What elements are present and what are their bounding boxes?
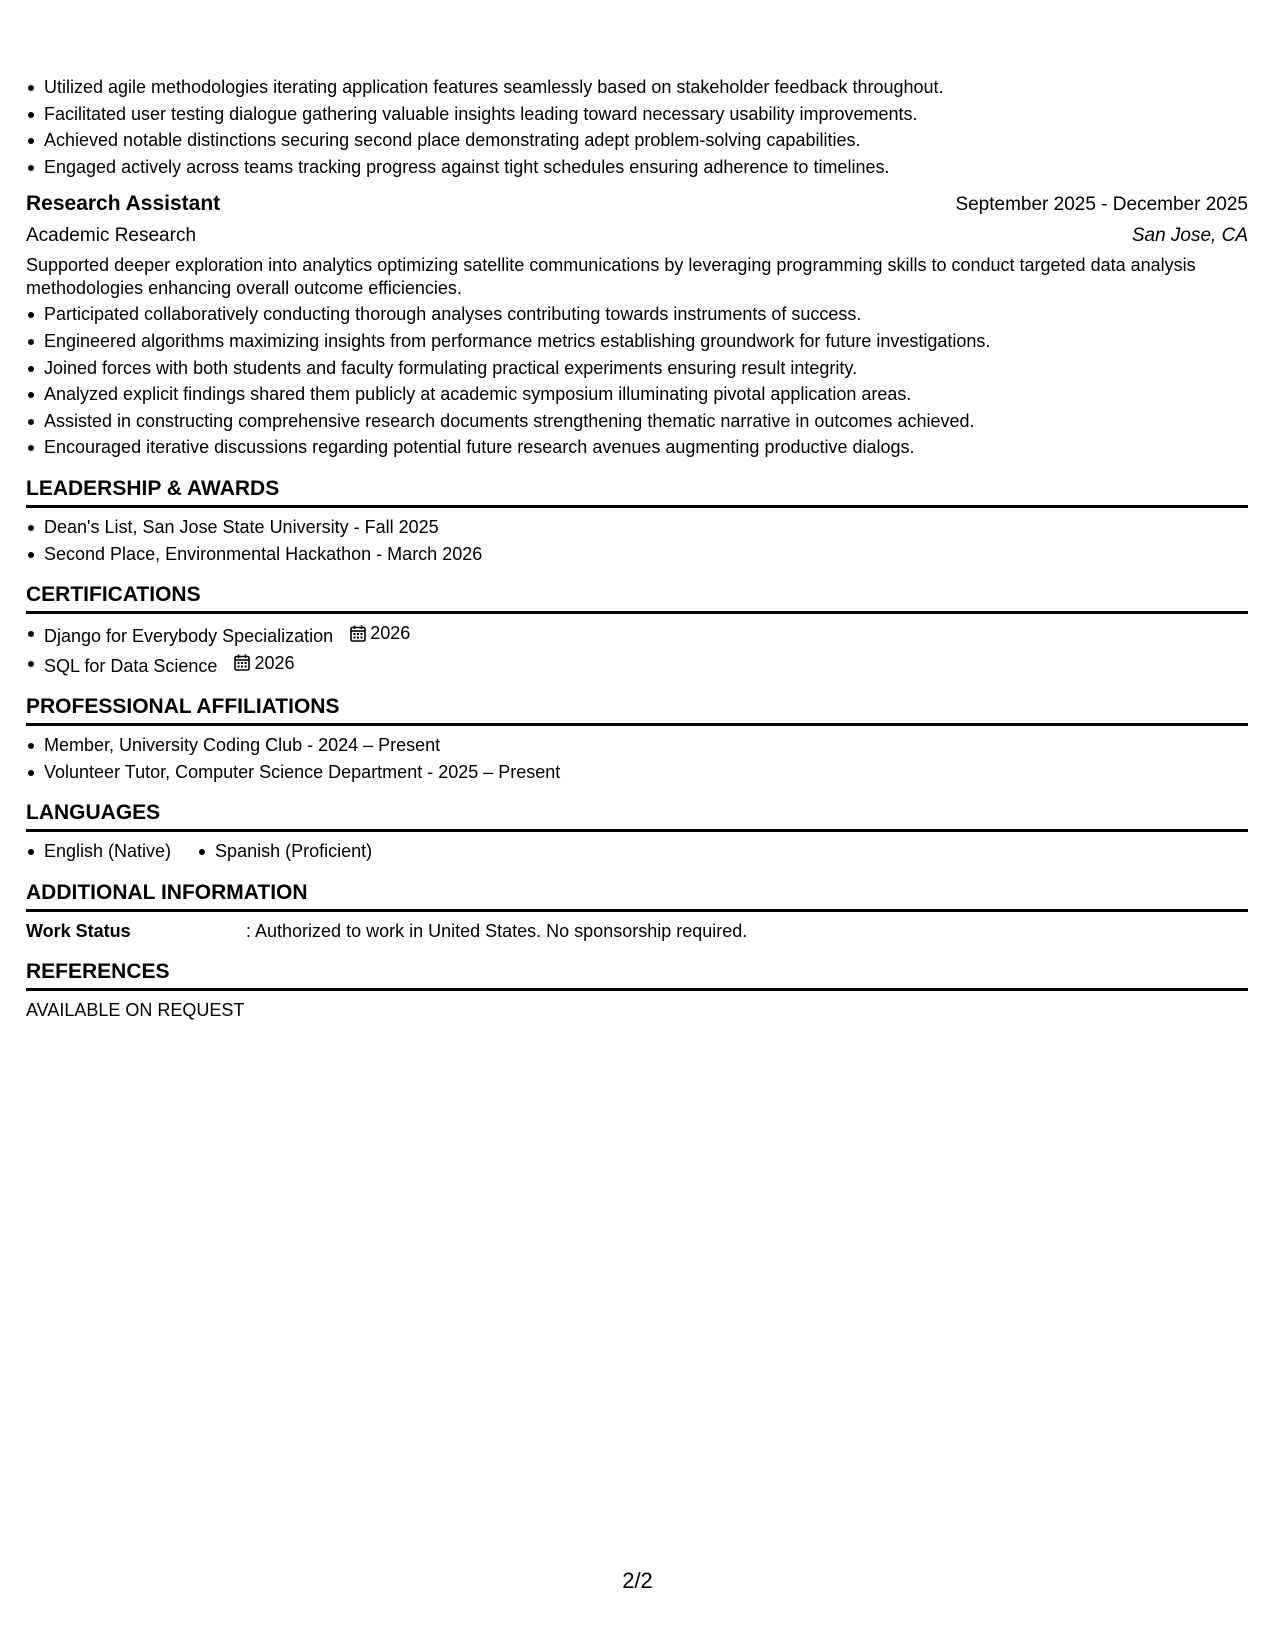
list-item: Analyzed explicit findings shared them publicly at academic symposium illuminating pivotal application areas. xyxy=(26,381,1248,408)
section-title: LANGUAGES xyxy=(26,799,1248,832)
work-status-label: Work Status xyxy=(26,920,131,941)
calendar-icon xyxy=(350,625,366,642)
list-item: Facilitated user testing dialogue gathering valuable insights leading toward necessary usability improvements. xyxy=(26,101,1248,128)
job-location: San Jose, CA xyxy=(1131,225,1248,247)
section-title: CERTIFICATIONS xyxy=(26,581,1248,614)
job-title: Research Assistant xyxy=(26,192,221,216)
list-item: Utilized agile methodologies iterating application features seamlessly based on stakeholder feedback throughout. xyxy=(26,74,1248,101)
list-item: Engineered algorithms maximizing insights from performance metrics establishing groundwork for future investigations. xyxy=(26,328,1248,355)
references-section xyxy=(26,958,1248,1023)
job-organization: Academic Research xyxy=(26,225,197,247)
list-item: Achieved notable distinctions securing second place demonstrating adept problem-solving capabilities. xyxy=(26,127,1248,154)
certification-name: Django for Everybody Specialization xyxy=(44,625,334,646)
list-item: Joined forces with both students and faculty formulating practical experiments ensuring result integrity. xyxy=(26,355,1248,382)
certification-year: 2026 xyxy=(370,623,411,644)
job-summary: Supported deeper exploration into analytics optimizing satellite communications by leveraging programming skills to conduct targeted data analysis methodologies enhancing overall outcome efficiencies. xyxy=(26,255,1196,299)
language-item: English (Native) xyxy=(26,838,171,865)
section-title: REFERENCES xyxy=(26,958,1248,991)
work-status-value: : Authorized to work in United States. No sponsorship required. xyxy=(246,920,748,941)
list-item: Member, University Coding Club - 2024 – Present xyxy=(26,732,1248,759)
list-item: Volunteer Tutor, Computer Science Department - 2025 – Present xyxy=(26,759,1248,786)
calendar-icon xyxy=(234,654,250,671)
job-dates: September 2025 - December 2025 xyxy=(955,194,1248,216)
page-number: 2/2 xyxy=(622,1568,653,1593)
certification-year: 2026 xyxy=(254,652,295,673)
list-item xyxy=(26,620,1248,649)
section-title: PROFESSIONAL AFFILIATIONS xyxy=(26,693,1248,726)
languages-section xyxy=(26,799,1248,865)
list-item xyxy=(26,650,1248,679)
references-text: AVAILABLE ON REQUEST xyxy=(26,999,245,1020)
resume-page xyxy=(26,74,1248,1023)
language-item: Spanish (Proficient) xyxy=(197,838,372,865)
additional-info-section xyxy=(26,879,1248,944)
list-item: Dean's List, San Jose State University - Fall 2025 xyxy=(26,514,1248,541)
list-item: Assisted in constructing comprehensive research documents strengthening thematic narrative in outcomes achieved. xyxy=(26,408,1248,435)
leadership-section xyxy=(26,475,1248,567)
research-assistant-entry xyxy=(26,189,1248,461)
section-title: ADDITIONAL INFORMATION xyxy=(26,879,1248,912)
certification-name: SQL for Data Science xyxy=(44,655,218,676)
certifications-section xyxy=(26,581,1248,679)
list-item: Engaged actively across teams tracking progress against tight schedules ensuring adherence to timelines. xyxy=(26,154,1248,181)
previous-job-bullets xyxy=(26,74,1248,180)
list-item: Encouraged iterative discussions regarding potential future research avenues augmenting productive dialogs. xyxy=(26,434,1248,461)
section-title: LEADERSHIP & AWARDS xyxy=(26,475,1248,508)
list-item: Second Place, Environmental Hackathon - March 2026 xyxy=(26,541,1248,568)
research-job-bullets xyxy=(26,301,1248,461)
affiliations-section xyxy=(26,693,1248,785)
list-item: Participated collaboratively conducting thorough analyses contributing towards instruments of success. xyxy=(26,301,1248,328)
